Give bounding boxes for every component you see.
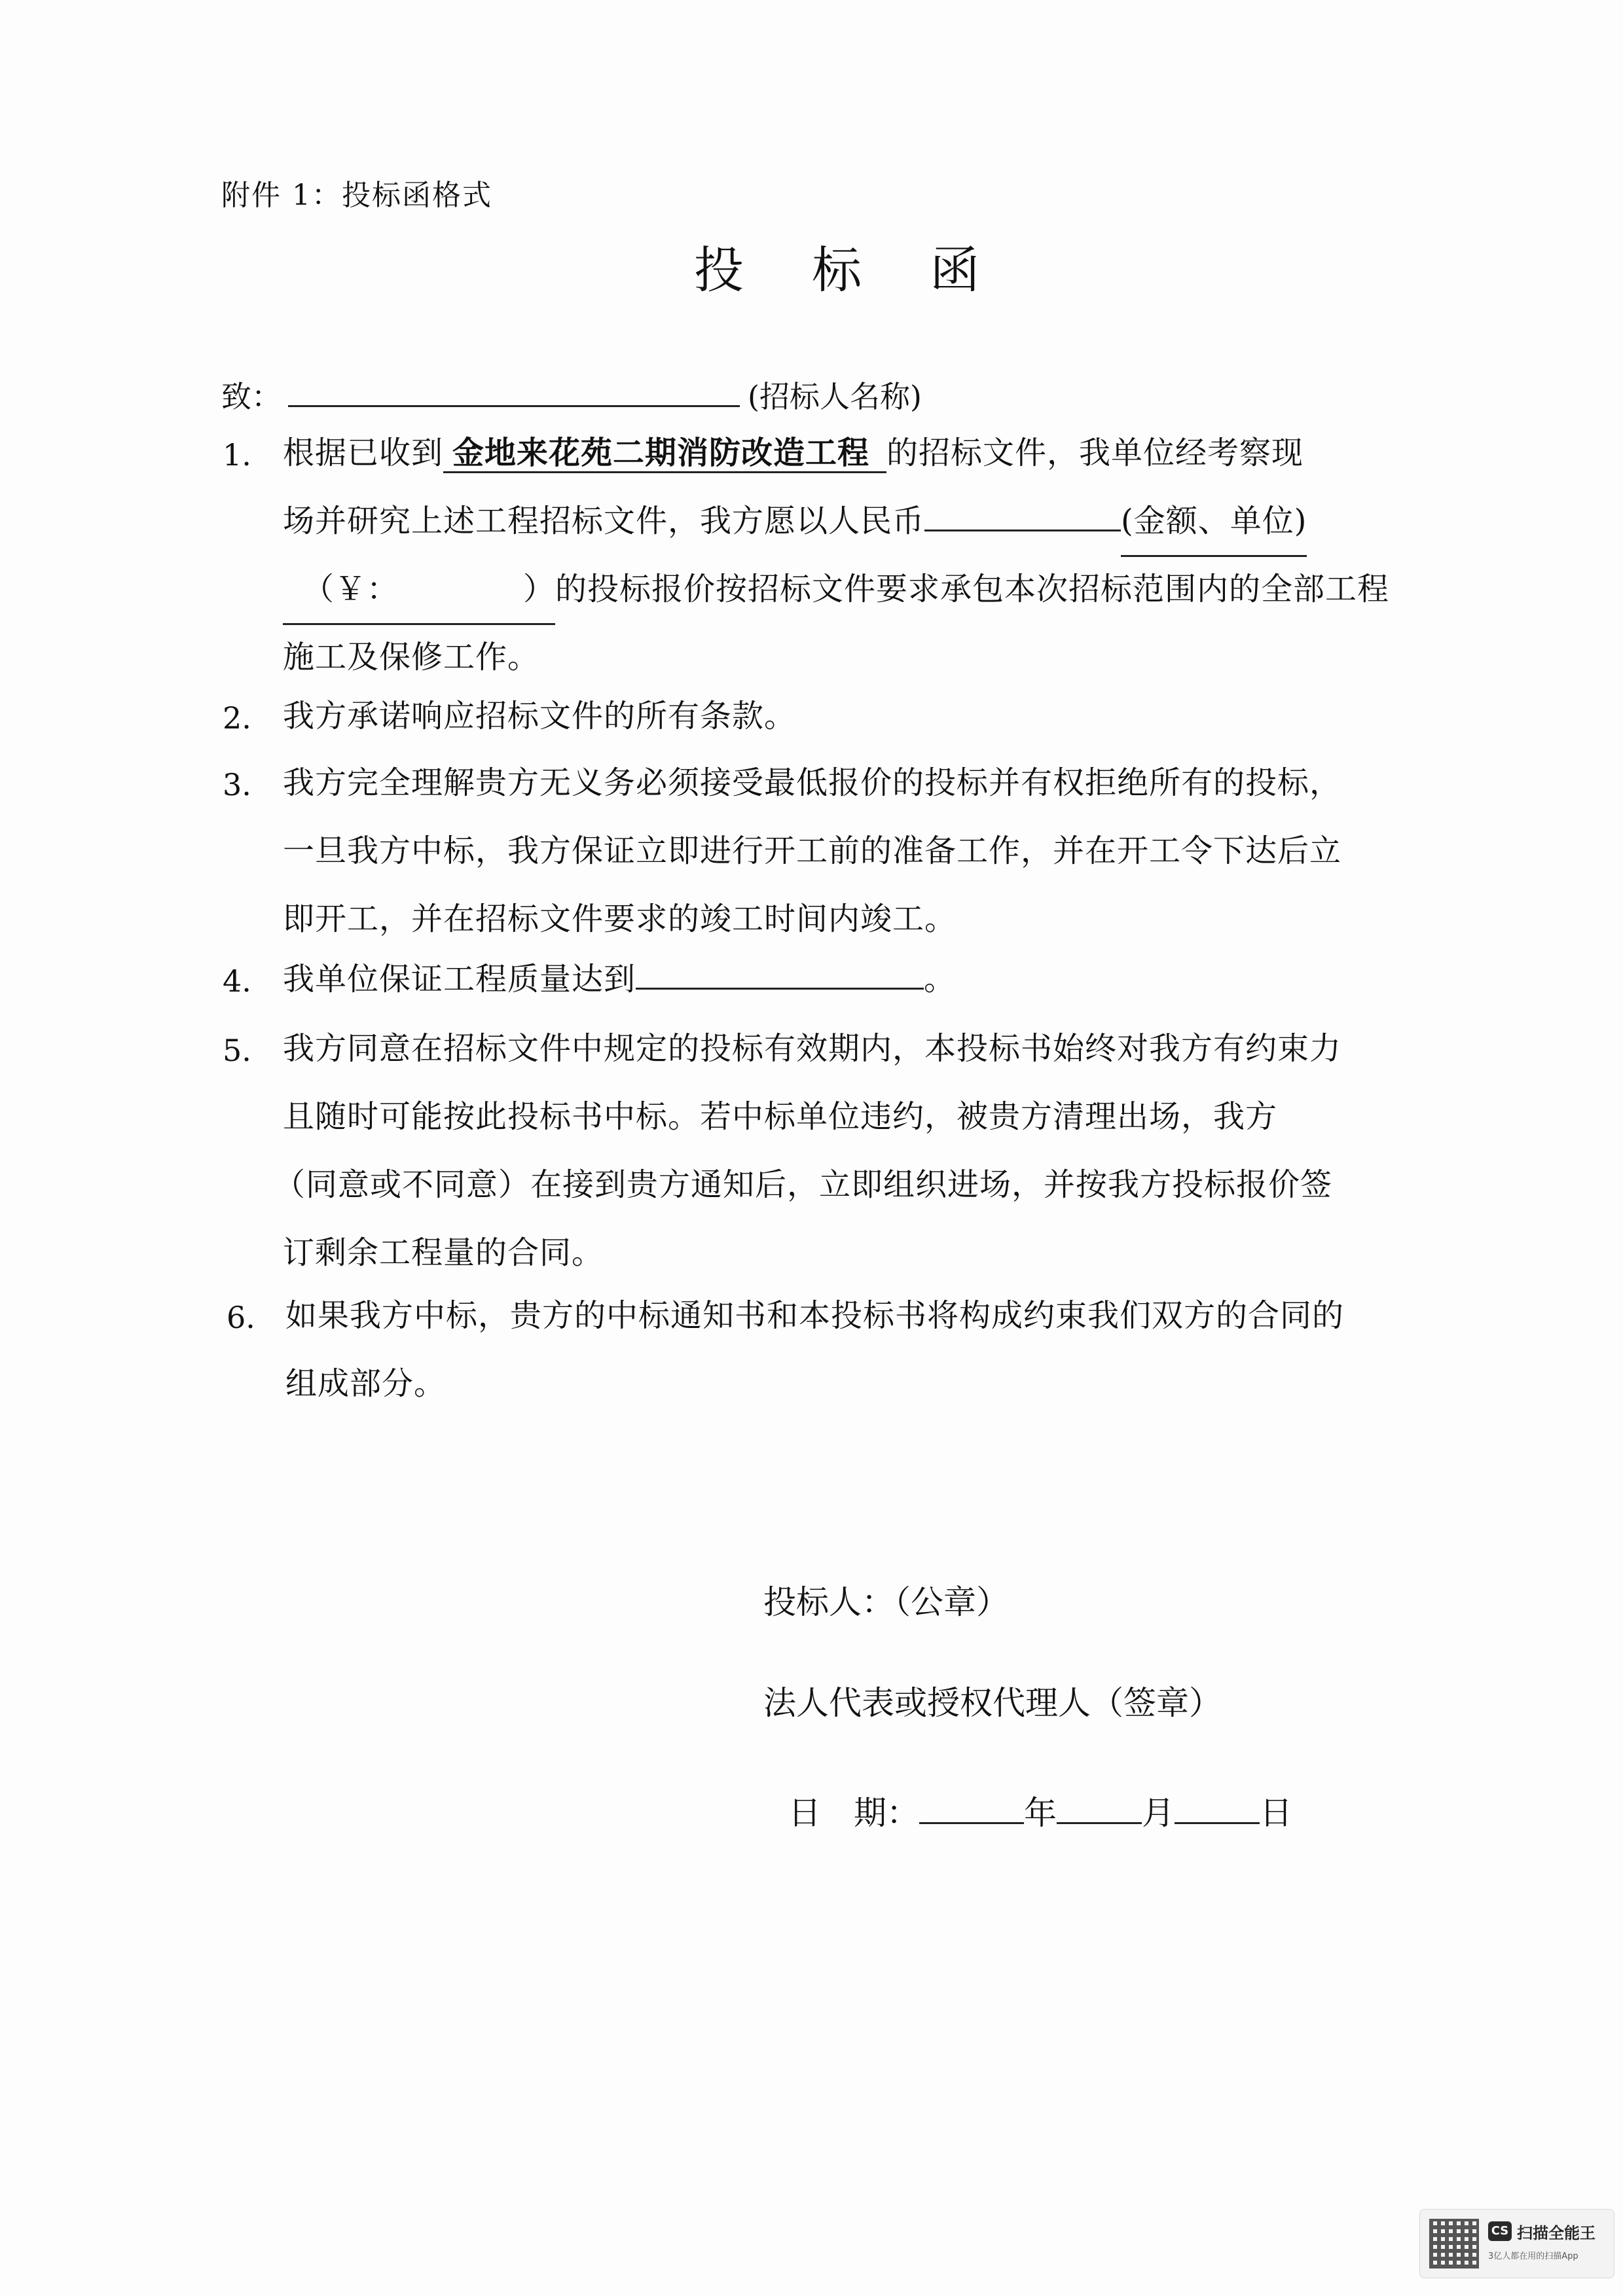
item-1-line-2: 场并研究上述工程招标文件，我方愿以人民币 (金额、单位) <box>283 487 1307 557</box>
item-3-line-2: 一旦我方中标，我方保证立即进行开工前的准备工作，并在开工令下达后立 <box>283 833 1342 869</box>
item-5-line-4: 订剩余工程量的合同。 <box>283 1234 604 1271</box>
item-5-line-1: 我方同意在招标文件中规定的投标有效期内，本投标书始终对我方有约束力 <box>283 1030 1342 1067</box>
camscanner-logo-icon: CS <box>1488 2221 1512 2241</box>
recipient-note: (招标人名称) <box>748 379 922 414</box>
item-6-line-2: 组成部分。 <box>285 1365 447 1402</box>
document-title: 投 标 函 <box>694 241 1006 299</box>
item-number-3: 3. <box>223 767 251 802</box>
watermark-title: 扫描全能王 <box>1517 2224 1596 2242</box>
project-name: 金地来花苑二期消防改造工程 <box>443 435 886 473</box>
recipient-blank <box>288 376 740 407</box>
item-number-5: 5. <box>223 1033 251 1068</box>
date-row: 日 期： 年 月 日 <box>788 1787 1292 1834</box>
item-1-line-1: 根据已收到 金地来花苑二期消防改造工程 的招标文件，我单位经考察现 <box>283 419 1304 487</box>
qr-code-icon <box>1429 2219 1479 2269</box>
item-3-line-3: 即开工，并在招标文件要求的竣工时间内竣工。 <box>283 901 957 937</box>
item-number-1: 1. <box>223 437 251 473</box>
bidder-seal-label: 投标人：（公章） <box>763 1583 1009 1621</box>
representative-signature-label: 法人代表或授权代理人（签章） <box>763 1684 1222 1722</box>
item-1-line-4: 施工及保修工作。 <box>283 639 540 675</box>
item-5-line-3: （同意或不同意）在接到贵方通知后，立即组织进场，并按我方投标报价签 <box>274 1166 1333 1203</box>
item-2-line-1: 我方承诺响应招标文件的所有条款。 <box>283 698 797 734</box>
amount-blank <box>924 501 1121 531</box>
item-3-line-1: 我方完全理解贵方无义务必须接受最低报价的投标并有权拒绝所有的投标， <box>283 764 1342 801</box>
item-number-4: 4. <box>223 963 251 999</box>
item-number-2: 2. <box>223 700 251 736</box>
item-number-6: 6. <box>227 1300 255 1335</box>
attachment-label: 附件 1：投标函格式 <box>221 179 492 212</box>
day-blank <box>1175 1792 1260 1824</box>
amount-unit-note: (金额、单位) <box>1121 487 1307 557</box>
item-1-line-3: （￥： ）的投标报价按招标文件要求承包本次招标范围内的全部工程 <box>283 555 1389 625</box>
yen-amount-blank: （￥： ） <box>283 555 555 625</box>
item-4-line-1: 我单位保证工程质量达到 。 <box>283 945 956 1013</box>
recipient-label: 致： <box>221 379 282 414</box>
quality-blank <box>636 959 924 990</box>
recipient-row <box>221 373 922 416</box>
year-blank <box>919 1792 1024 1824</box>
date-label: 日 期： <box>788 1794 919 1832</box>
watermark-subtitle: 3亿人都在用的扫描App <box>1488 2251 1578 2261</box>
scanner-watermark <box>1419 2209 1614 2278</box>
month-blank <box>1057 1792 1142 1824</box>
item-6-line-1: 如果我方中标，贵方的中标通知书和本投标书将构成约束我们双方的合同的 <box>285 1297 1345 1334</box>
item-5-line-2: 且随时可能按此投标书中标。若中标单位违约，被贵方清理出场，我方 <box>283 1098 1278 1135</box>
